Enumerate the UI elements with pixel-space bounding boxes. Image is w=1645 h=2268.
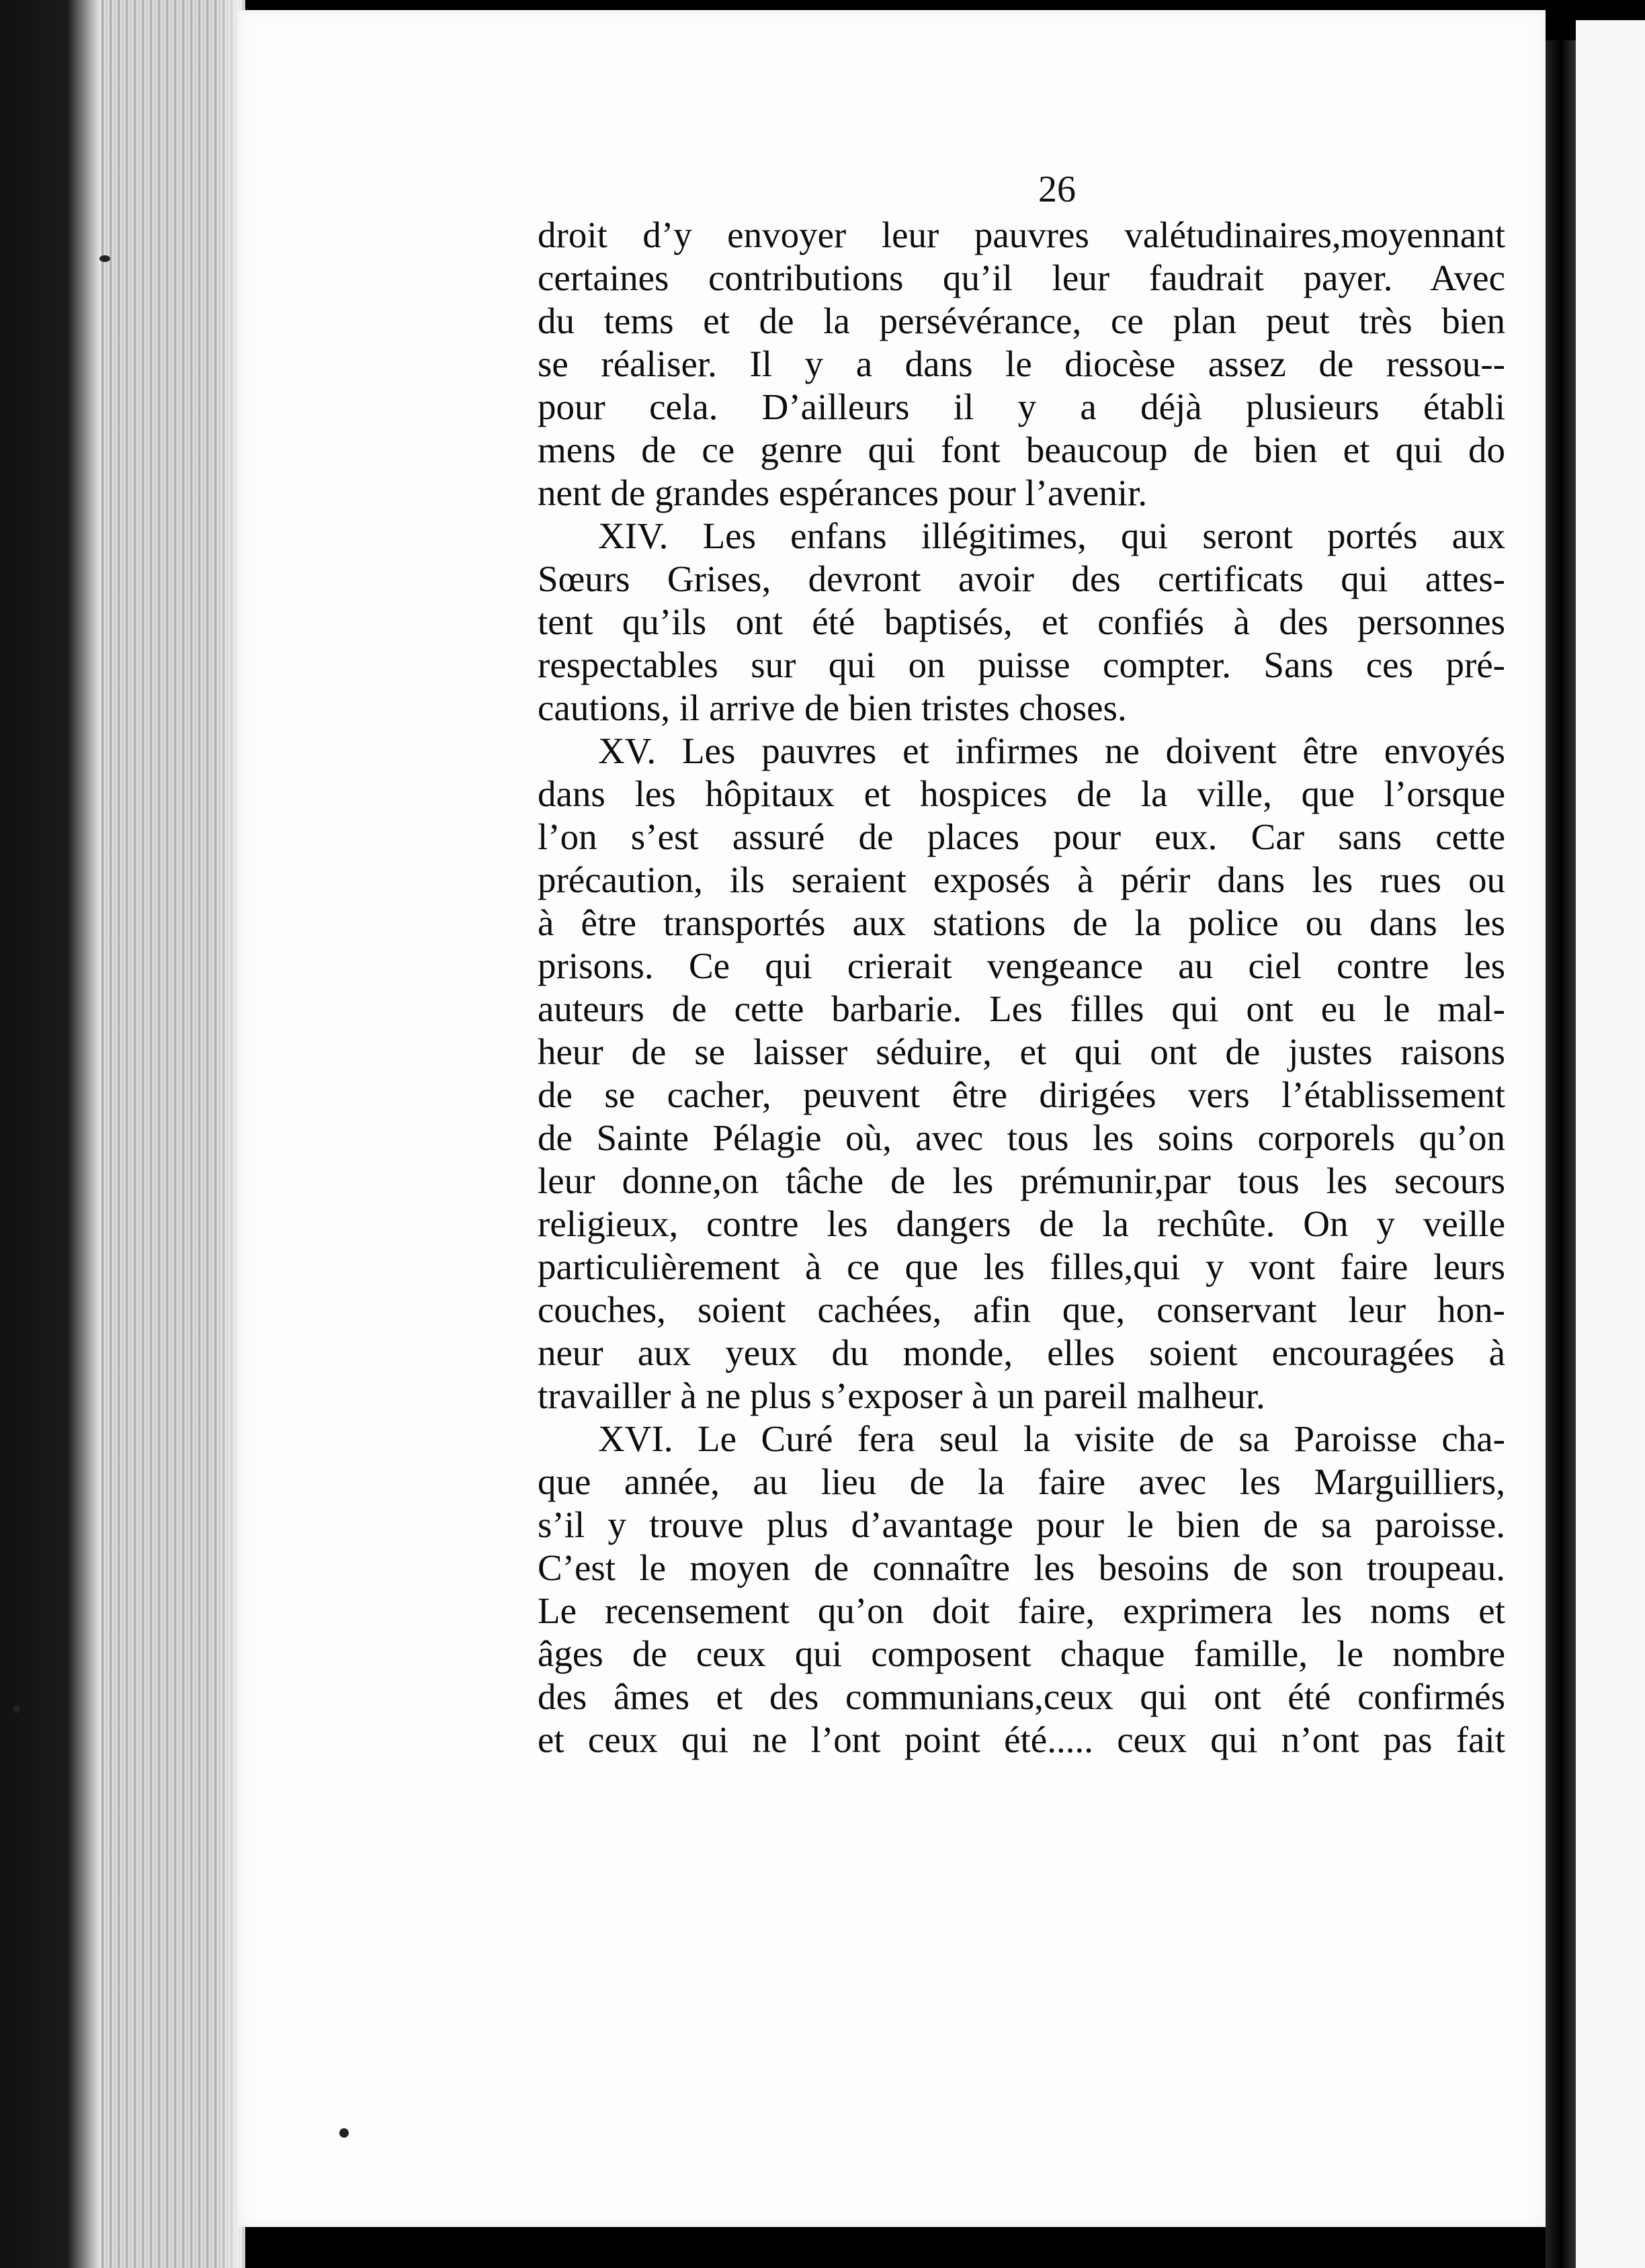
- text-line: cautions, il arrive de bien tristes choses.: [538, 687, 1127, 728]
- text-line: respectables sur qui on puisse compter. Sans ces pré-: [538, 644, 1505, 685]
- text-line: couches, soient cachées, afin que, conservant leur hon-: [538, 1289, 1505, 1330]
- page-stack-edges: [101, 0, 245, 2268]
- text-line: XV. Les pauvres et infirmes ne doivent être envoyés: [598, 730, 1505, 771]
- ink-speck: [99, 255, 110, 262]
- text-line: de Sainte Pélagie où, avec tous les soins corporels qu’on: [538, 1117, 1505, 1158]
- text-line: travailler à ne plus s’exposer à un pareil malheur.: [538, 1375, 1265, 1416]
- page-number: 26: [1038, 169, 1076, 210]
- text-line: que année, au lieu de la faire avec les Marguilliers,: [538, 1461, 1505, 1502]
- book-gutter: [1546, 40, 1576, 2268]
- text-line: certaines contributions qu’il leur faudrait payer. Avec: [538, 257, 1505, 298]
- text-line: Sœurs Grises, devront avoir des certificats qui attes-: [538, 558, 1505, 599]
- text-line: l’on s’est assuré de places pour eux. Car sans cette: [538, 816, 1505, 857]
- text-line: précaution, ils seraient exposés à périr dans les rues ou: [538, 859, 1505, 900]
- text-line: se réaliser. Il y a dans le diocèse assez de ressou--: [538, 343, 1505, 384]
- text-line: de se cacher, peuvent être dirigées vers l’établissement: [538, 1074, 1505, 1115]
- text-line: dans les hôpitaux et hospices de la ville, que l’orsque: [538, 773, 1505, 814]
- text-line: leur donne,on tâche de les prémunir,par tous les secours: [538, 1160, 1505, 1201]
- text-line: prisons. Ce qui crierait vengeance au ciel contre les: [538, 945, 1505, 986]
- text-line: âges de ceux qui composent chaque famille, le nombre: [538, 1633, 1505, 1674]
- text-line: C’est le moyen de connaître les besoins de son troupeau.: [538, 1547, 1505, 1588]
- text-line: tent qu’ils ont été baptisés, et confiés à des personnes: [538, 601, 1505, 642]
- text-line: XIV. Les enfans illégitimes, qui seront portés aux: [598, 515, 1505, 556]
- text-line: Le recensement qu’on doit faire, exprimera les noms et: [538, 1590, 1505, 1631]
- text-line: s’il y trouve plus d’avantage pour le bien de sa paroisse.: [538, 1504, 1505, 1545]
- text-line: particulièrement à ce que les filles,qui y vont faire leurs: [538, 1246, 1505, 1287]
- text-line: heur de se laisser séduire, et qui ont de justes raisons: [538, 1031, 1505, 1072]
- text-line: neur aux yeux du monde, elles soient encouragées à: [538, 1332, 1505, 1373]
- text-line: du tems et de la persévérance, ce plan peut très bien: [538, 300, 1505, 341]
- text-line: droit d’y envoyer leur pauvres valétudinaires,moyennant: [538, 214, 1505, 255]
- text-line: religieux, contre les dangers de la rechûte. On y veille: [538, 1203, 1505, 1244]
- text-line: nent de grandes espérances pour l’avenir.: [538, 472, 1148, 513]
- ink-speck: [13, 1705, 20, 1713]
- text-line: auteurs de cette barbarie. Les filles qui ont eu le mal-: [538, 988, 1505, 1029]
- text-line: à être transportés aux stations de la police ou dans les: [538, 902, 1505, 943]
- text-line: pour cela. D’ailleurs il y a déjà plusieurs établi: [538, 386, 1505, 427]
- text-line: et ceux qui ne l’ont point été..... ceux qui n’ont pas fait: [538, 1719, 1505, 1760]
- ink-speck: [339, 2128, 349, 2138]
- body-text: [538, 214, 1505, 1761]
- text-line: XVI. Le Curé fera seul la visite de sa Paroisse cha-: [598, 1418, 1505, 1459]
- text-line: mens de ce genre qui font beaucoup de bien et qui do: [538, 429, 1505, 470]
- facing-page: [1576, 20, 1645, 2268]
- text-line: des âmes et des communians,ceux qui ont été confirmés: [538, 1676, 1505, 1717]
